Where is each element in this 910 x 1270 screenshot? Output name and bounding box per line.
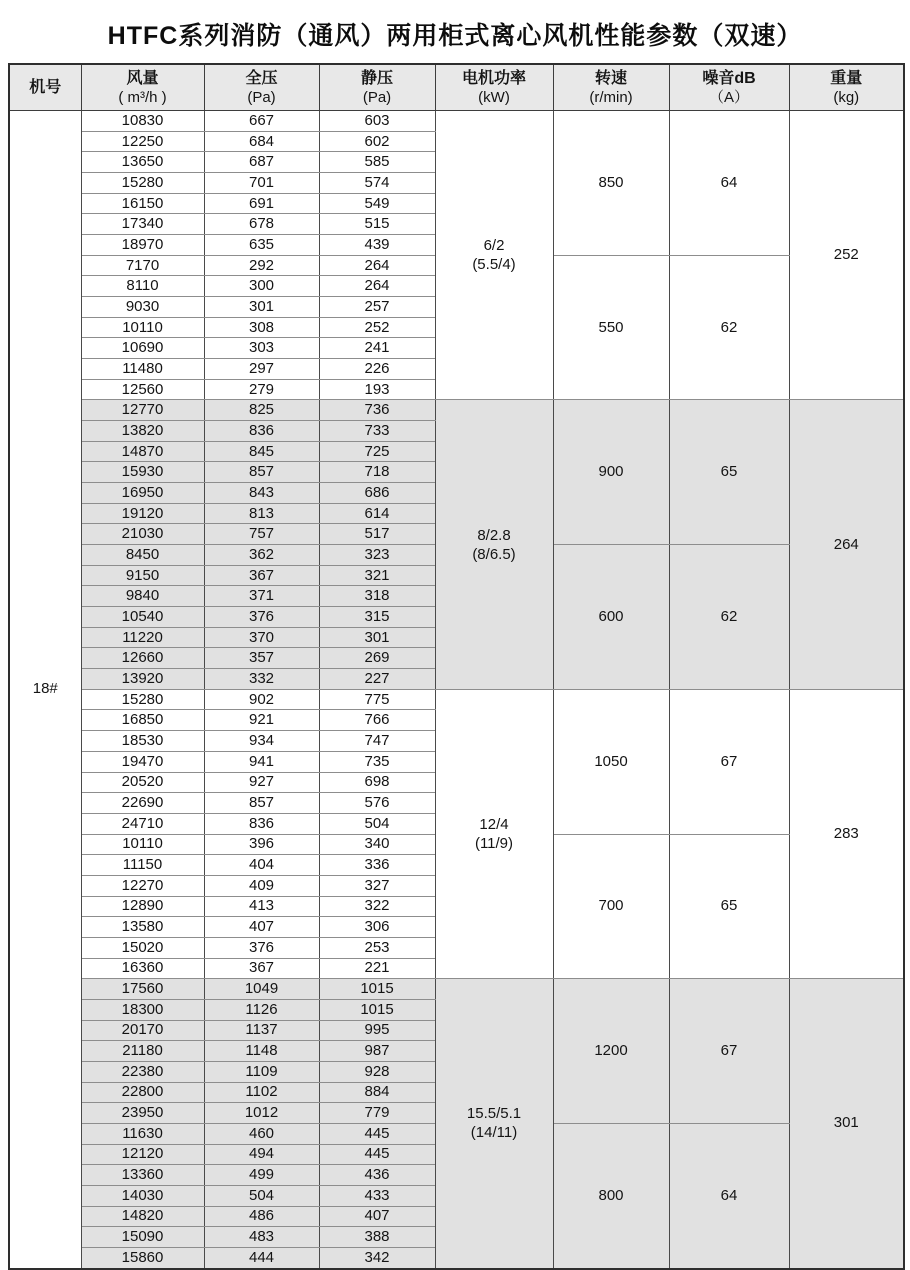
airflow-cell: 12560 bbox=[81, 379, 204, 400]
header-unit: （A） bbox=[708, 89, 749, 106]
total-pressure-cell: 836 bbox=[204, 813, 319, 834]
static-pressure-cell: 735 bbox=[319, 751, 435, 772]
motor-power-cell bbox=[435, 979, 553, 1269]
airflow-cell: 24710 bbox=[81, 813, 204, 834]
header-unit: (kg) bbox=[833, 89, 860, 106]
static-pressure-cell: 733 bbox=[319, 421, 435, 442]
header-label: 电机功率 bbox=[461, 70, 526, 87]
airflow-cell: 11220 bbox=[81, 627, 204, 648]
total-pressure-cell: 691 bbox=[204, 193, 319, 214]
speed-cell: 700 bbox=[553, 834, 669, 979]
airflow-cell: 17560 bbox=[81, 979, 204, 1000]
speed-cell: 1200 bbox=[553, 979, 669, 1124]
static-pressure-cell: 718 bbox=[319, 462, 435, 483]
header-label: 转速 bbox=[594, 70, 627, 87]
motor-power-value: 6/2 bbox=[483, 237, 505, 255]
airflow-cell: 9840 bbox=[81, 586, 204, 607]
total-pressure-cell: 757 bbox=[204, 524, 319, 545]
airflow-cell: 18530 bbox=[81, 731, 204, 752]
total-pressure-cell: 301 bbox=[204, 297, 319, 318]
airflow-cell: 14870 bbox=[81, 441, 204, 462]
motor-power-value: 12/4 bbox=[479, 816, 509, 834]
weight-cell: 301 bbox=[789, 979, 904, 1269]
airflow-cell: 22800 bbox=[81, 1082, 204, 1103]
total-pressure-cell: 292 bbox=[204, 255, 319, 276]
total-pressure-cell: 404 bbox=[204, 855, 319, 876]
noise-cell: 62 bbox=[669, 255, 789, 400]
total-pressure-cell: 413 bbox=[204, 896, 319, 917]
static-pressure-cell: 585 bbox=[319, 152, 435, 173]
airflow-cell: 11150 bbox=[81, 855, 204, 876]
total-pressure-cell: 367 bbox=[204, 565, 319, 586]
col-header-weight bbox=[789, 64, 904, 111]
col-header-static-pressure bbox=[319, 64, 435, 111]
static-pressure-cell: 779 bbox=[319, 1103, 435, 1124]
motor-power-value: 8/2.8 bbox=[477, 526, 511, 544]
total-pressure-cell: 921 bbox=[204, 710, 319, 731]
static-pressure-cell: 436 bbox=[319, 1165, 435, 1186]
airflow-cell: 19470 bbox=[81, 751, 204, 772]
table-row bbox=[9, 689, 904, 710]
motor-power-value: 15.5/5.1 bbox=[466, 1105, 522, 1123]
table-row bbox=[9, 400, 904, 421]
static-pressure-cell: 221 bbox=[319, 958, 435, 979]
noise-cell: 62 bbox=[669, 545, 789, 690]
col-header-airflow bbox=[81, 64, 204, 111]
total-pressure-cell: 499 bbox=[204, 1165, 319, 1186]
noise-cell: 67 bbox=[669, 689, 789, 834]
total-pressure-cell: 1148 bbox=[204, 1041, 319, 1062]
static-pressure-cell: 549 bbox=[319, 193, 435, 214]
weight-cell: 252 bbox=[789, 111, 904, 400]
static-pressure-cell: 995 bbox=[319, 1020, 435, 1041]
noise-cell: 65 bbox=[669, 834, 789, 979]
airflow-cell: 23950 bbox=[81, 1103, 204, 1124]
static-pressure-cell: 306 bbox=[319, 917, 435, 938]
total-pressure-cell: 396 bbox=[204, 834, 319, 855]
total-pressure-cell: 483 bbox=[204, 1227, 319, 1248]
total-pressure-cell: 684 bbox=[204, 131, 319, 152]
static-pressure-cell: 193 bbox=[319, 379, 435, 400]
header-label: 机号 bbox=[29, 79, 62, 96]
total-pressure-cell: 934 bbox=[204, 731, 319, 752]
airflow-cell: 9150 bbox=[81, 565, 204, 586]
col-header-speed bbox=[553, 64, 669, 111]
static-pressure-cell: 603 bbox=[319, 111, 435, 132]
total-pressure-cell: 813 bbox=[204, 503, 319, 524]
total-pressure-cell: 300 bbox=[204, 276, 319, 297]
airflow-cell: 22690 bbox=[81, 793, 204, 814]
airflow-cell: 20520 bbox=[81, 772, 204, 793]
static-pressure-cell: 253 bbox=[319, 937, 435, 958]
static-pressure-cell: 257 bbox=[319, 297, 435, 318]
header-unit: ( m³/h ) bbox=[118, 89, 167, 106]
total-pressure-cell: 367 bbox=[204, 958, 319, 979]
static-pressure-cell: 301 bbox=[319, 627, 435, 648]
table-row bbox=[9, 979, 904, 1000]
airflow-cell: 15020 bbox=[81, 937, 204, 958]
static-pressure-cell: 323 bbox=[319, 545, 435, 566]
airflow-cell: 15280 bbox=[81, 173, 204, 194]
static-pressure-cell: 698 bbox=[319, 772, 435, 793]
airflow-cell: 15860 bbox=[81, 1247, 204, 1268]
total-pressure-cell: 1049 bbox=[204, 979, 319, 1000]
airflow-cell: 10540 bbox=[81, 607, 204, 628]
header-unit: (r/min) bbox=[589, 89, 633, 106]
total-pressure-cell: 857 bbox=[204, 462, 319, 483]
total-pressure-cell: 444 bbox=[204, 1247, 319, 1268]
total-pressure-cell: 371 bbox=[204, 586, 319, 607]
noise-cell: 64 bbox=[669, 111, 789, 256]
speed-cell: 850 bbox=[553, 111, 669, 256]
speed-cell: 1050 bbox=[553, 689, 669, 834]
static-pressure-cell: 987 bbox=[319, 1041, 435, 1062]
speed-cell: 550 bbox=[553, 255, 669, 400]
total-pressure-cell: 1109 bbox=[204, 1061, 319, 1082]
total-pressure-cell: 303 bbox=[204, 338, 319, 359]
airflow-cell: 8450 bbox=[81, 545, 204, 566]
static-pressure-cell: 928 bbox=[319, 1061, 435, 1082]
header-unit: (Pa) bbox=[362, 89, 392, 106]
airflow-cell: 7170 bbox=[81, 255, 204, 276]
total-pressure-cell: 667 bbox=[204, 111, 319, 132]
airflow-cell: 14820 bbox=[81, 1206, 204, 1227]
static-pressure-cell: 269 bbox=[319, 648, 435, 669]
speed-cell: 600 bbox=[553, 545, 669, 690]
static-pressure-cell: 439 bbox=[319, 235, 435, 256]
airflow-cell: 16150 bbox=[81, 193, 204, 214]
airflow-cell: 22380 bbox=[81, 1061, 204, 1082]
airflow-cell: 13360 bbox=[81, 1165, 204, 1186]
total-pressure-cell: 845 bbox=[204, 441, 319, 462]
table-row bbox=[9, 111, 904, 132]
static-pressure-cell: 736 bbox=[319, 400, 435, 421]
static-pressure-cell: 327 bbox=[319, 875, 435, 896]
static-pressure-cell: 336 bbox=[319, 855, 435, 876]
total-pressure-cell: 902 bbox=[204, 689, 319, 710]
total-pressure-cell: 376 bbox=[204, 937, 319, 958]
motor-power-alt-value: (11/9) bbox=[474, 835, 514, 853]
static-pressure-cell: 407 bbox=[319, 1206, 435, 1227]
noise-cell: 65 bbox=[669, 400, 789, 545]
static-pressure-cell: 321 bbox=[319, 565, 435, 586]
static-pressure-cell: 517 bbox=[319, 524, 435, 545]
total-pressure-cell: 460 bbox=[204, 1123, 319, 1144]
static-pressure-cell: 614 bbox=[319, 503, 435, 524]
total-pressure-cell: 1102 bbox=[204, 1082, 319, 1103]
airflow-cell: 10830 bbox=[81, 111, 204, 132]
total-pressure-cell: 687 bbox=[204, 152, 319, 173]
static-pressure-cell: 445 bbox=[319, 1123, 435, 1144]
total-pressure-cell: 941 bbox=[204, 751, 319, 772]
static-pressure-cell: 1015 bbox=[319, 979, 435, 1000]
airflow-cell: 12270 bbox=[81, 875, 204, 896]
static-pressure-cell: 504 bbox=[319, 813, 435, 834]
total-pressure-cell: 1012 bbox=[204, 1103, 319, 1124]
airflow-cell: 14030 bbox=[81, 1185, 204, 1206]
static-pressure-cell: 226 bbox=[319, 359, 435, 380]
airflow-cell: 8110 bbox=[81, 276, 204, 297]
speed-cell: 800 bbox=[553, 1123, 669, 1268]
page-title: HTFC系列消防（通风）两用柜式离心风机性能参数（双速） bbox=[107, 22, 803, 50]
airflow-cell: 12770 bbox=[81, 400, 204, 421]
airflow-cell: 11630 bbox=[81, 1123, 204, 1144]
static-pressure-cell: 775 bbox=[319, 689, 435, 710]
static-pressure-cell: 445 bbox=[319, 1144, 435, 1165]
total-pressure-cell: 504 bbox=[204, 1185, 319, 1206]
airflow-cell: 10110 bbox=[81, 317, 204, 338]
weight-cell: 283 bbox=[789, 689, 904, 978]
airflow-cell: 9030 bbox=[81, 297, 204, 318]
col-header-machine-no bbox=[9, 64, 81, 111]
col-header-total-pressure bbox=[204, 64, 319, 111]
airflow-cell: 13650 bbox=[81, 152, 204, 173]
airflow-cell: 18970 bbox=[81, 235, 204, 256]
airflow-cell: 11480 bbox=[81, 359, 204, 380]
total-pressure-cell: 409 bbox=[204, 875, 319, 896]
static-pressure-cell: 315 bbox=[319, 607, 435, 628]
total-pressure-cell: 843 bbox=[204, 483, 319, 504]
motor-power-alt-value: (14/11) bbox=[470, 1124, 518, 1142]
total-pressure-cell: 701 bbox=[204, 173, 319, 194]
airflow-cell: 13920 bbox=[81, 669, 204, 690]
airflow-cell: 13820 bbox=[81, 421, 204, 442]
total-pressure-cell: 370 bbox=[204, 627, 319, 648]
airflow-cell: 18300 bbox=[81, 999, 204, 1020]
spec-table-body bbox=[9, 111, 904, 1269]
airflow-cell: 10690 bbox=[81, 338, 204, 359]
total-pressure-cell: 825 bbox=[204, 400, 319, 421]
total-pressure-cell: 678 bbox=[204, 214, 319, 235]
static-pressure-cell: 515 bbox=[319, 214, 435, 235]
total-pressure-cell: 362 bbox=[204, 545, 319, 566]
motor-power-cell bbox=[435, 689, 553, 978]
static-pressure-cell: 388 bbox=[319, 1227, 435, 1248]
airflow-cell: 17340 bbox=[81, 214, 204, 235]
static-pressure-cell: 576 bbox=[319, 793, 435, 814]
noise-cell: 64 bbox=[669, 1123, 789, 1268]
airflow-cell: 21180 bbox=[81, 1041, 204, 1062]
airflow-cell: 16850 bbox=[81, 710, 204, 731]
airflow-cell: 15930 bbox=[81, 462, 204, 483]
total-pressure-cell: 376 bbox=[204, 607, 319, 628]
total-pressure-cell: 486 bbox=[204, 1206, 319, 1227]
header-label: 静压 bbox=[360, 70, 393, 87]
total-pressure-cell: 357 bbox=[204, 648, 319, 669]
airflow-cell: 12250 bbox=[81, 131, 204, 152]
static-pressure-cell: 766 bbox=[319, 710, 435, 731]
header-label: 重量 bbox=[830, 70, 863, 87]
total-pressure-cell: 836 bbox=[204, 421, 319, 442]
airflow-cell: 16950 bbox=[81, 483, 204, 504]
weight-cell: 264 bbox=[789, 400, 904, 689]
airflow-cell: 15090 bbox=[81, 1227, 204, 1248]
airflow-cell: 15280 bbox=[81, 689, 204, 710]
header-label: 全压 bbox=[245, 70, 278, 87]
motor-power-cell bbox=[435, 111, 553, 400]
airflow-cell: 12660 bbox=[81, 648, 204, 669]
header-row bbox=[9, 64, 904, 111]
static-pressure-cell: 241 bbox=[319, 338, 435, 359]
total-pressure-cell: 635 bbox=[204, 235, 319, 256]
total-pressure-cell: 1137 bbox=[204, 1020, 319, 1041]
static-pressure-cell: 1015 bbox=[319, 999, 435, 1020]
static-pressure-cell: 340 bbox=[319, 834, 435, 855]
airflow-cell: 19120 bbox=[81, 503, 204, 524]
static-pressure-cell: 252 bbox=[319, 317, 435, 338]
static-pressure-cell: 725 bbox=[319, 441, 435, 462]
total-pressure-cell: 407 bbox=[204, 917, 319, 938]
airflow-cell: 16360 bbox=[81, 958, 204, 979]
machine-no-cell: 18# bbox=[9, 111, 81, 1269]
static-pressure-cell: 884 bbox=[319, 1082, 435, 1103]
static-pressure-cell: 264 bbox=[319, 276, 435, 297]
static-pressure-cell: 264 bbox=[319, 255, 435, 276]
speed-cell: 900 bbox=[553, 400, 669, 545]
static-pressure-cell: 227 bbox=[319, 669, 435, 690]
static-pressure-cell: 318 bbox=[319, 586, 435, 607]
static-pressure-cell: 574 bbox=[319, 173, 435, 194]
total-pressure-cell: 308 bbox=[204, 317, 319, 338]
static-pressure-cell: 433 bbox=[319, 1185, 435, 1206]
total-pressure-cell: 332 bbox=[204, 669, 319, 690]
col-header-motor-power bbox=[435, 64, 553, 111]
airflow-cell: 13580 bbox=[81, 917, 204, 938]
header-unit: (kW) bbox=[478, 89, 510, 106]
airflow-cell: 12890 bbox=[81, 896, 204, 917]
total-pressure-cell: 857 bbox=[204, 793, 319, 814]
airflow-cell: 20170 bbox=[81, 1020, 204, 1041]
spec-table bbox=[8, 63, 905, 1270]
airflow-cell: 10110 bbox=[81, 834, 204, 855]
motor-power-alt-value: (5.5/4) bbox=[472, 256, 516, 274]
static-pressure-cell: 747 bbox=[319, 731, 435, 752]
header-label: 风量 bbox=[126, 70, 159, 87]
airflow-cell: 21030 bbox=[81, 524, 204, 545]
header-label: 噪音dB bbox=[702, 70, 756, 87]
table-header bbox=[9, 64, 904, 111]
static-pressure-cell: 686 bbox=[319, 483, 435, 504]
header-unit: (Pa) bbox=[247, 89, 276, 106]
total-pressure-cell: 1126 bbox=[204, 999, 319, 1020]
motor-power-alt-value: (8/6.5) bbox=[472, 545, 516, 563]
total-pressure-cell: 927 bbox=[204, 772, 319, 793]
total-pressure-cell: 279 bbox=[204, 379, 319, 400]
static-pressure-cell: 322 bbox=[319, 896, 435, 917]
airflow-cell: 12120 bbox=[81, 1144, 204, 1165]
motor-power-cell bbox=[435, 400, 553, 689]
total-pressure-cell: 297 bbox=[204, 359, 319, 380]
noise-cell: 67 bbox=[669, 979, 789, 1124]
total-pressure-cell: 494 bbox=[204, 1144, 319, 1165]
static-pressure-cell: 602 bbox=[319, 131, 435, 152]
col-header-noise bbox=[669, 64, 789, 111]
static-pressure-cell: 342 bbox=[319, 1247, 435, 1268]
